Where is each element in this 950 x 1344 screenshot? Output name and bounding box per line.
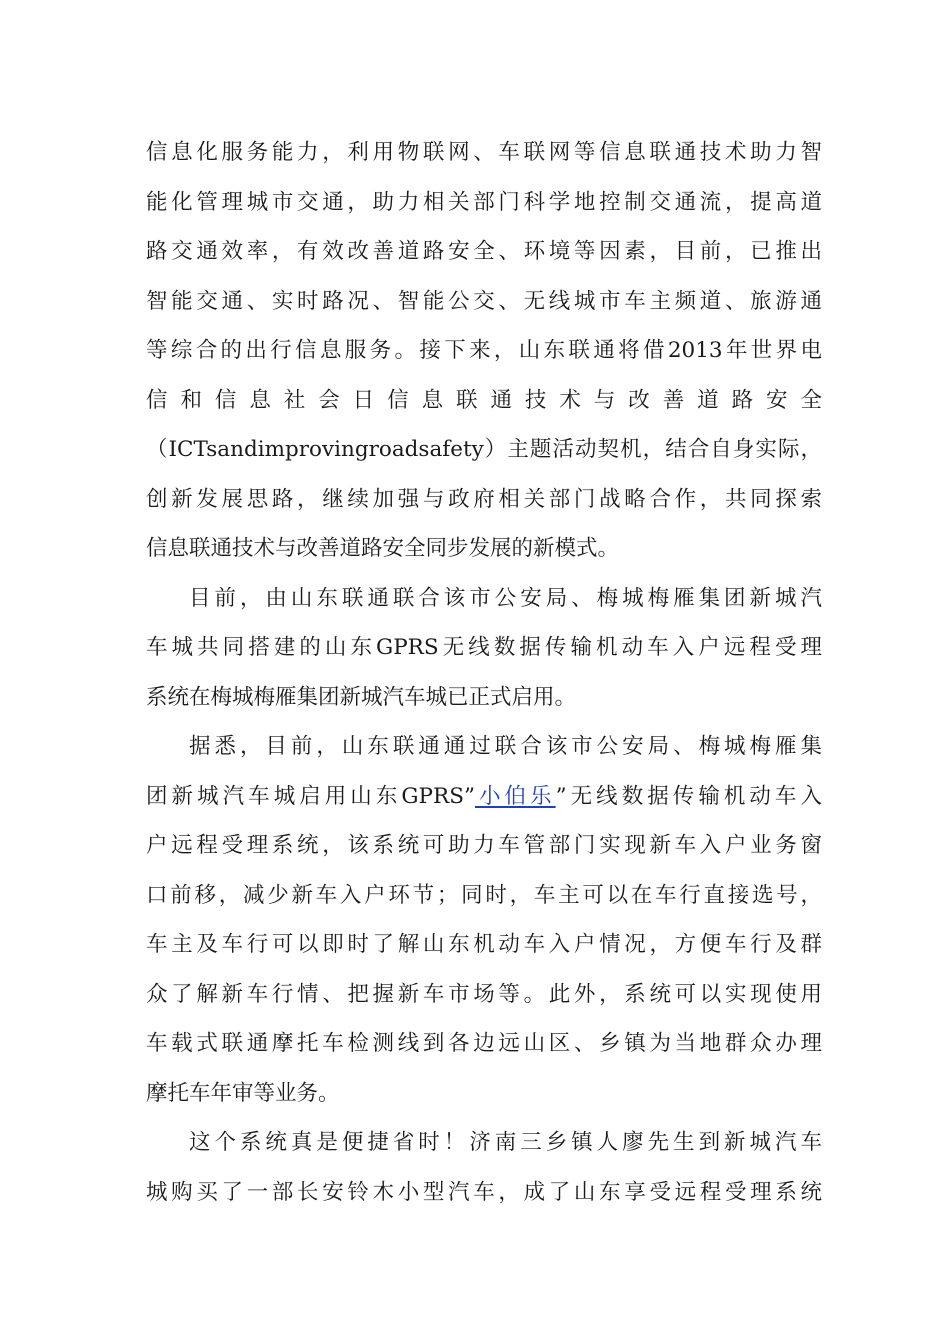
paragraph-4 bbox=[146, 1118, 822, 1217]
xiaobole-link[interactable]: 小伯乐 bbox=[474, 783, 556, 809]
text-line: 众了解新车行情、把握新车市场等。此外，系统可以实现使用 bbox=[146, 981, 822, 1007]
document-body bbox=[146, 128, 822, 1217]
text-line: 信息联通技术与改善道路安全同步发展的新模式。 bbox=[146, 536, 620, 561]
text-line: 户远程受理系统，该系统可助力车管部门实现新车入户业务窗 bbox=[146, 833, 822, 858]
text-line: 城购买了一部长安铃木小型汽车，成了山东享受远程受理系统 bbox=[146, 1179, 822, 1205]
text-segment: 团新城汽车城启用山东GPRS” bbox=[146, 783, 475, 809]
paragraph-2 bbox=[146, 574, 822, 723]
text-line: 路交通效率，有效改善道路安全、环境等因素，目前，已推出 bbox=[146, 239, 822, 264]
text-line: （ICTsandimprovingroadsafety）主题活动契机，结合自身实际， bbox=[146, 437, 822, 462]
text-line: 口前移，减少新车入户环节；同时，车主可以在车行直接选号， bbox=[146, 882, 822, 908]
paragraph-1 bbox=[146, 128, 822, 574]
text-line: 据悉，目前，山东联通通过联合该市公安局、梅城梅雁集 bbox=[189, 734, 822, 759]
text-line: 这个系统真是便捷省时！济南三乡镇人廖先生到新城汽车 bbox=[189, 1130, 822, 1155]
text-line: 信和信息社会日信息联通技术与改善道路安全 bbox=[146, 387, 822, 413]
text-line: 车城共同搭建的山东GPRS无线数据传输机动车入户远程受理 bbox=[146, 635, 822, 660]
text-line: 等综合的出行信息服务。接下来，山东联通将借2013年世界电 bbox=[146, 338, 822, 363]
text-line: 信息化服务能力，利用物联网、车联网等信息联通技术助力智 bbox=[146, 140, 822, 165]
paragraph-3 bbox=[146, 722, 822, 1118]
text-segment: ”无线数据传输机动车入 bbox=[555, 783, 822, 809]
text-line: 智能交通、实时路况、智能公交、无线城市车主频道、旅游通 bbox=[146, 288, 822, 314]
text-line: 系统在梅城梅雁集团新城汽车城已正式启用。 bbox=[146, 684, 577, 710]
text-line: 能化管理城市交通，助力相关部门科学地控制交通流，提高道 bbox=[146, 189, 822, 215]
text-line: 创新发展思路，继续加强与政府相关部门战略合作，共同探索 bbox=[146, 486, 822, 512]
text-line-with-link bbox=[146, 772, 822, 822]
text-line: 摩托车年审等业务。 bbox=[146, 1080, 340, 1106]
text-line: 车主及车行可以即时了解山东机动车入户情况，方便车行及群 bbox=[146, 932, 822, 957]
text-line: 车载式联通摩托车检测线到各边远山区、乡镇为当地群众办理 bbox=[146, 1031, 822, 1056]
text-line: 目前，由山东联通联合该市公安局、梅城梅雁集团新城汽 bbox=[189, 585, 822, 611]
